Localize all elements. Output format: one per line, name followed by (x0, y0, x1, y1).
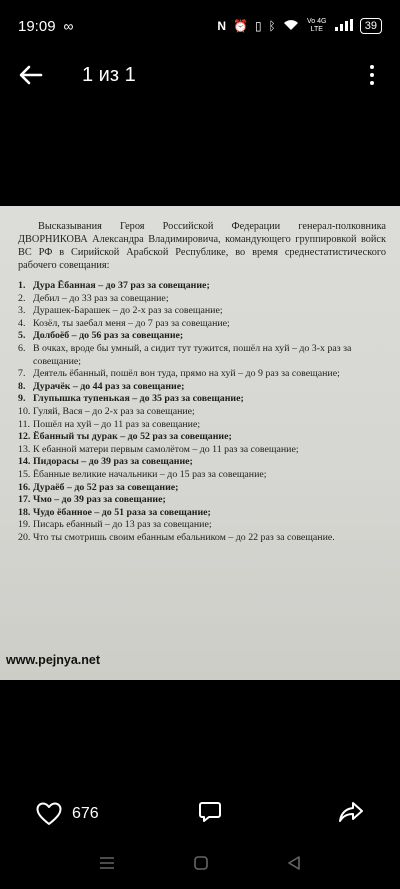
list-item (18, 431, 386, 444)
list-item-number: 14. (18, 456, 31, 468)
watermark: www.pejnya.net (6, 653, 101, 667)
list-item-number: 12. (18, 431, 31, 443)
status-right (217, 18, 382, 34)
list-item-text: Козёл, ты заебал меня – до 7 раз за совещание; (33, 317, 230, 329)
system-nav-bar (0, 845, 400, 885)
list-item-text: Пошёл на хуй – до 11 раз за совещание; (33, 418, 201, 430)
list-item (18, 519, 386, 532)
list-item (18, 305, 386, 318)
list-item (18, 318, 386, 331)
back-arrow-icon[interactable] (18, 62, 44, 88)
list-item-text: Дебил – до 33 раз за совещание; (33, 292, 169, 304)
document-intro: Высказывания Героя Российской Федерации генерал-полковника ДВОРНИКОВА Александра Владимировича, командующего группировкой войск ВС РФ в Сирийской Арабской Республике, во время среднестатистического рабочего совещания: (18, 221, 386, 271)
back-nav-icon[interactable] (287, 856, 301, 875)
list-item-text: Гуляй, Вася – до 2-х раз за совещание; (33, 405, 195, 417)
list-item (18, 419, 386, 432)
bluetooth-icon: ᛒ (268, 19, 276, 33)
status-left (18, 18, 74, 35)
alarm-icon: ⏰ (232, 19, 248, 33)
list-item-text: К ебанной матери первым самолётом – до 11 раз за совещание; (33, 443, 299, 455)
list-item (18, 368, 386, 381)
list-item (18, 280, 386, 293)
list-item-text: Дурашек-Барашек – до 2-х раз за совещание; (33, 305, 223, 317)
list-item-number: 13. (18, 443, 31, 455)
list-item-text: Дура Ёбанная – до 37 раз за совещание; (33, 280, 210, 291)
document-list (18, 280, 386, 544)
list-item-number: 10. (18, 405, 31, 417)
share-icon[interactable] (338, 801, 364, 828)
list-item-number: 2. (18, 292, 26, 304)
list-item-number: 15. (18, 468, 31, 480)
page-title: 1 из 1 (82, 63, 136, 86)
comment-icon[interactable] (198, 800, 222, 829)
heart-icon (36, 802, 62, 826)
action-bar (0, 792, 400, 836)
list-item-text: Что ты смотришь своим ебанным ебальником – до 22 раз за совещание. (33, 531, 335, 543)
list-item-text: Чмо – до 39 раз за совещание; (33, 494, 166, 506)
list-item (18, 507, 386, 520)
top-app-bar (0, 52, 400, 98)
like-count: 676 (72, 805, 99, 822)
list-item-text: Глупышка тупенькая – до 35 раз за совещание; (33, 393, 244, 405)
list-item-text: Дураёб – до 52 раз за совещание; (33, 481, 179, 493)
list-item-text: Долбоёб – до 56 раз за совещание; (33, 330, 184, 342)
infinity-icon: ∞ (63, 18, 74, 34)
list-item-number: 5. (18, 330, 26, 342)
list-item-number: 9. (18, 393, 26, 405)
list-item-number: 4. (18, 317, 26, 329)
status-time: 19:09 (18, 17, 56, 35)
list-item (18, 330, 386, 343)
battery-indicator: 39 (360, 18, 382, 34)
list-item-number: 11. (18, 418, 30, 430)
nfc-icon: N (217, 19, 226, 33)
list-item-text: Ёбанный ты дурак – до 52 раз за совещание; (33, 431, 232, 443)
list-item-number: 1. (18, 280, 26, 291)
wifi-icon (283, 19, 299, 34)
list-item-text: Чудо ёбанное – до 51 раза за совещание; (33, 506, 211, 518)
list-item (18, 393, 386, 406)
list-item-number: 20. (18, 531, 31, 543)
home-nav-icon[interactable] (194, 856, 208, 875)
list-item-text: Пидорасы – до 39 раз за совещание; (33, 456, 193, 468)
status-bar (0, 0, 400, 52)
list-item-number: 7. (18, 368, 26, 380)
list-item (18, 444, 386, 457)
vibrate-icon: ▯ (254, 19, 262, 33)
list-item (18, 494, 386, 507)
signal-icon (335, 19, 353, 34)
list-item (18, 381, 386, 394)
more-options-icon[interactable] (362, 65, 382, 85)
list-item-text: Дурачёк – до 44 раз за совещание; (33, 380, 185, 392)
list-item (18, 343, 386, 368)
document-content (18, 220, 386, 544)
list-item (18, 406, 386, 419)
network-label: Vo 4G LTE (307, 18, 327, 33)
document-photo[interactable] (0, 206, 400, 680)
list-item (18, 482, 386, 495)
list-item-number: 19. (18, 519, 31, 531)
list-item-text: В очках, вроде бы умный, а сидит тут тужится, пошёл на хуй – до 3-х раз за совещание; (33, 342, 352, 367)
like-button[interactable] (36, 802, 99, 826)
list-item-number: 6. (18, 342, 26, 354)
list-item-number: 18. (18, 506, 31, 518)
list-item-number: 16. (18, 481, 31, 493)
list-item-text: Ёбанные великие начальники – до 15 раз за совещание; (33, 468, 267, 480)
menu-nav-icon[interactable] (99, 856, 115, 875)
list-item-number: 3. (18, 305, 26, 317)
list-item (18, 532, 386, 545)
list-item (18, 456, 386, 469)
list-item (18, 293, 386, 306)
list-item (18, 469, 386, 482)
list-item-number: 8. (18, 380, 26, 392)
list-item-text: Писарь ебанный – до 13 раз за совещание; (33, 519, 212, 531)
list-item-number: 17. (18, 494, 31, 506)
list-item-text: Деятель ёбанный, пошёл вон туда, прямо на хуй – до 9 раз за совещание; (33, 368, 340, 380)
